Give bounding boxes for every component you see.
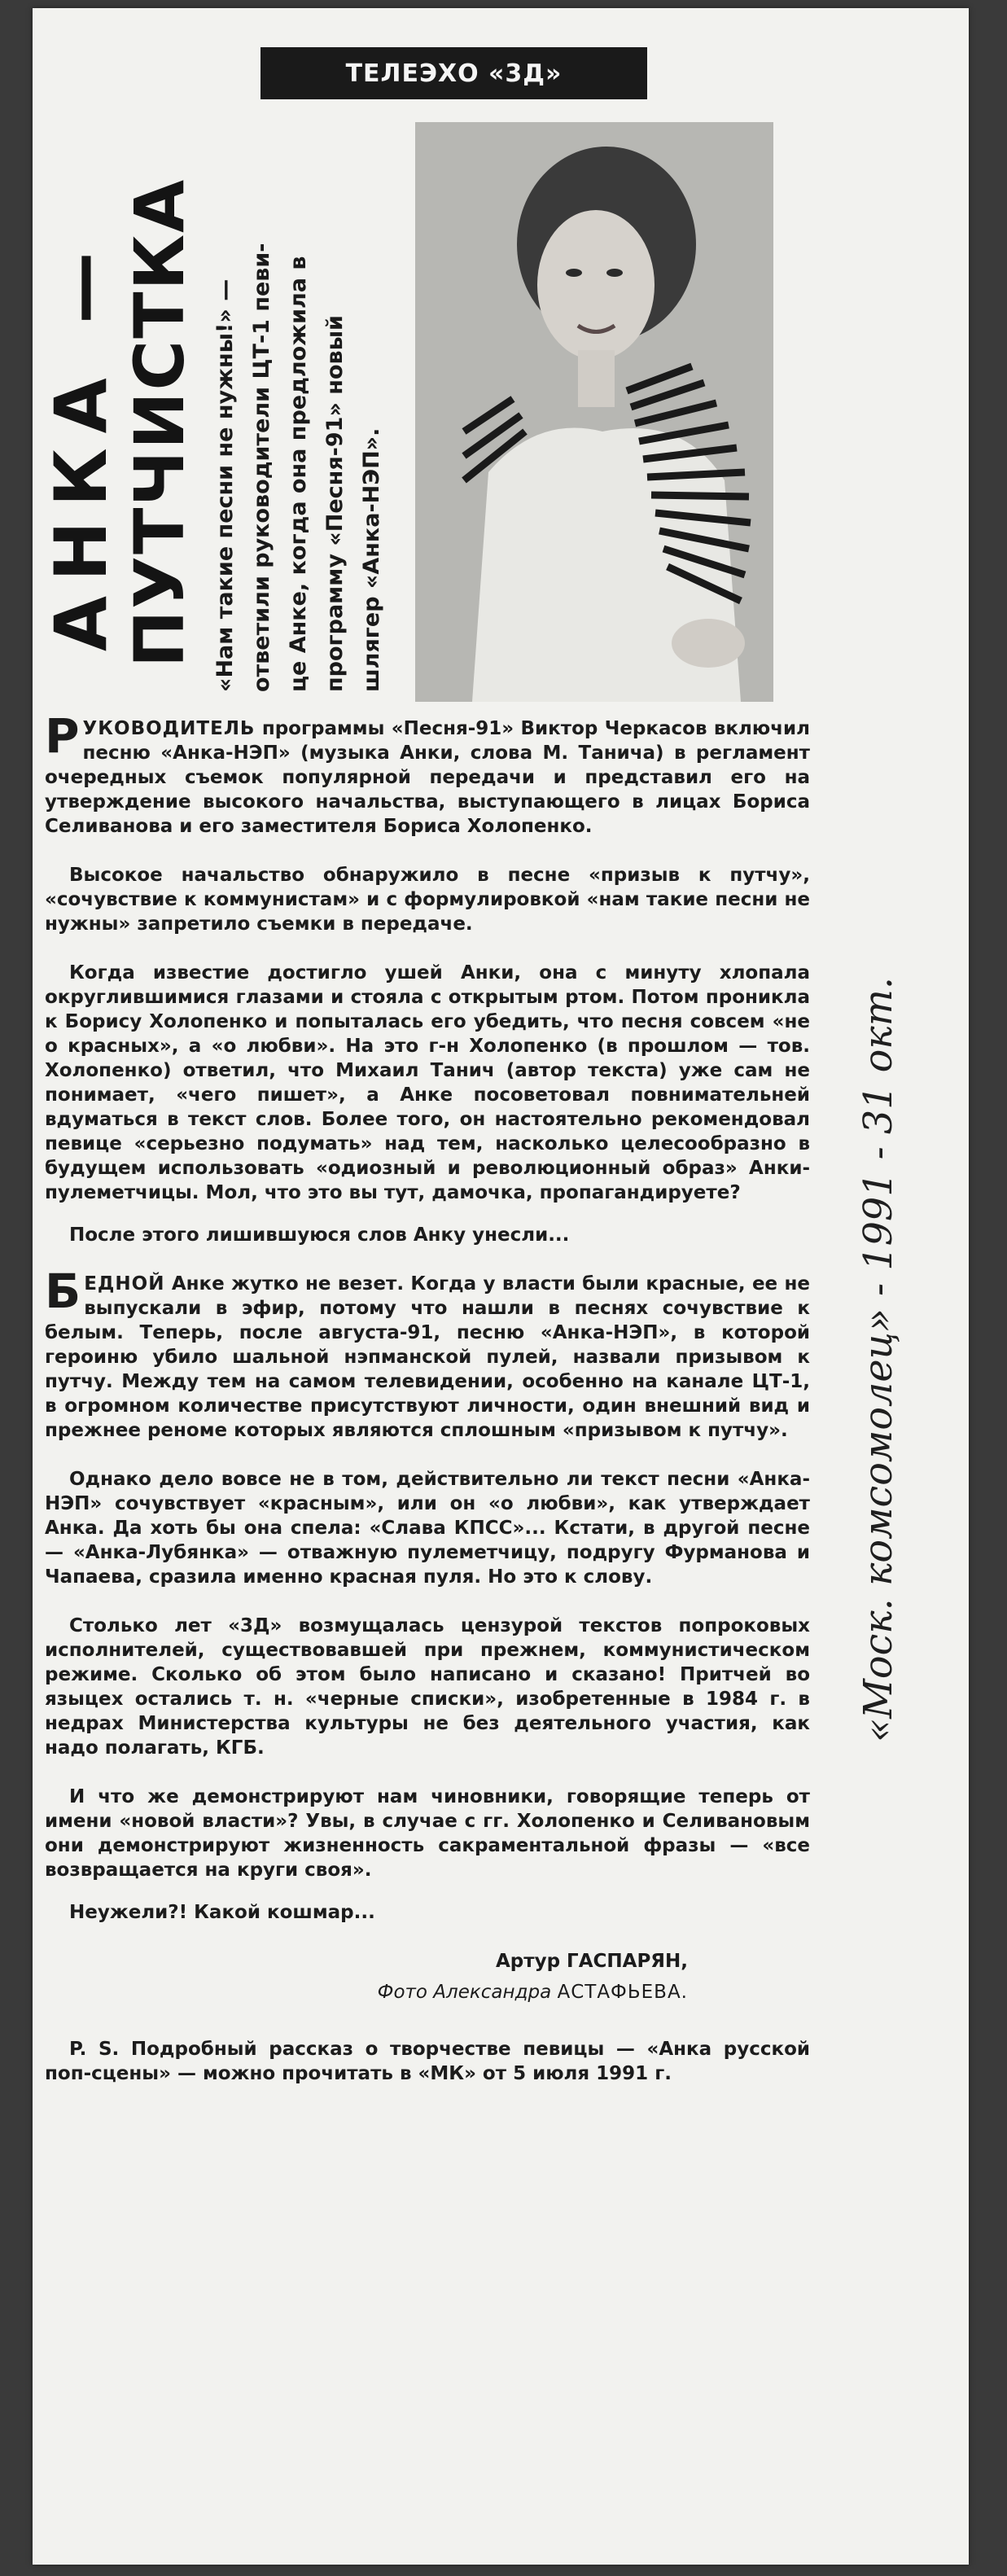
- title-line-2: ПУТЧИСТКА: [120, 177, 195, 668]
- section-rubric: ТЕЛЕЭХО «3Д»: [261, 47, 647, 99]
- dropcap-1: Р: [45, 708, 80, 764]
- paragraph-3: Когда известие достигло ушей Анки, она с минуту хлопала округлившимися глазами и стояла с открытым ртом. Потом проникла к Борису Холопенко и попыталась его убедить, что песня совсем «не о красных», а «о любви». На это г-н Холопенко (в прошлом — тов. Холопенко) ответил, что Михаил Танич (автор текста) уже сам не понимает, «чего пишет», а Анке посоветовал повнимательней вдуматься в текст слов. Более того, он настоятельно рекомендовал певице «серьезно подумать» над тем, насколько целесообразно в будущем использовать «одиозный и революционный образ» Анки-пулеметчицы. Мол, что это вы тут, дамочка, пропагандируете?: [45, 962, 810, 1203]
- paragraph-5-text: Анке жутко не везет. Когда у власти были красные, ее не выпускали в эфир, потому что нашли в песнях сочувствие к белым. Теперь, после августа-91, песню «Анка-НЭП», в которой героиню убило шальной нэпманской пулей, назвали призывом к путчу. Между тем на самом телевидении, особенно на канале ЦТ-1, в огромном количестве присутствуют личности, один внешний вид и прежнее реноме которых являются сплошным «призывом к путчу».: [45, 1273, 810, 1441]
- photo-credit-prefix: Фото Александра: [377, 1982, 558, 2003]
- paragraph-6: Однако дело вовсе не в том, действительно ли текст песни «Анка-НЭП» сочувствует «красным», или он «о любви», как утверждает Анка. Да хоть бы она спела: «Слава КПСС»... Кстати, в другой песне — «Анка-Лубянка» — отважную пулеметчицу, подругу Фурманова и Чапаева, сразила именно красная пуля. Но это к слову.: [45, 1469, 810, 1588]
- paragraph-8: И что же демонстрируют нам чиновники, говорящие теперь от имени «новой власти»? Увы, в случае с гг. Холопенко и Селивановым они демонстрируют жизненность сакраментальной фразы — «все возвращается на круги своя».: [45, 1786, 810, 1881]
- title-line-1: АНКА —: [39, 237, 123, 651]
- article-body: [45, 708, 810, 2110]
- paragraph-5: [45, 1264, 810, 1443]
- postscript: P. S. Подробный рассказ о творчестве певицы — «Анка русской поп-сцены» — можно прочитать в «МК» от 5 июля 1991 г.: [45, 2039, 810, 2084]
- lead-line-5: шлягер «Анка-НЭП».: [359, 427, 384, 692]
- article-title: [33, 147, 195, 668]
- paragraph-4: После этого лишившуюся слов Анку унесли...: [69, 1224, 570, 1246]
- lead-line-1: «Нам такие песни не нужны!» —: [212, 278, 238, 692]
- paragraph-1-text: программы «Песня-91» Виктор Черкасов включил песню «Анка-НЭП» (музыка Анки, слова М. Танича) в регламент очередных съемок популярной передачи и представил его на утверждение высокого начальства, выступающего в лицах Бориса Селиванова и его заместителя Бориса Холопенко.: [45, 718, 810, 837]
- singer-photo: [415, 122, 773, 702]
- lead-word-2: ЕДНОЙ: [84, 1273, 165, 1295]
- dropcap-2: Б: [45, 1264, 81, 1319]
- photo-credit-name: АСТАФЬЕВА.: [557, 1982, 688, 2003]
- handwritten-note: [830, 961, 928, 1759]
- paragraph-7: Столько лет «3Д» возмущалась цензурой текстов попроковых исполнителей, существовавшей при прежнем, коммунистическом режиме. Сколько об этом было написано и сказано! Притчей во языцех остались т. н. «черные списки», изобретенные в 1984 г. в недрах Министерства культуры не без деятельного участия, как надо полагать, КГБ.: [45, 1615, 810, 1759]
- lead-line-4: программу «Песня-91» новый: [322, 315, 348, 692]
- lead-line-2: ответили руководители ЦТ-1 певи-: [249, 243, 274, 692]
- lead-word-1: УКОВОДИТЕЛЬ: [82, 718, 256, 739]
- paragraph-9: Неужели?! Какой кошмар...: [69, 1902, 375, 1923]
- paragraph-2: Высокое начальство обнаружило в песне «призыв к путчу», «сочувствие к коммунистам» и с формулировкой «нам такие песни не нужны» запретило съемки в передаче.: [45, 865, 810, 935]
- paragraph-1: [45, 708, 810, 839]
- article-lead: [199, 122, 399, 708]
- author-signature: Артур ГАСПАРЯН,: [496, 1951, 688, 1972]
- lead-line-3: це Анке, когда она предложила в: [286, 256, 311, 692]
- handwritten-note-text: «Моск. комсомолец» - 1991 - 31 окт.: [856, 970, 901, 1742]
- photo-credit: [45, 1980, 810, 2004]
